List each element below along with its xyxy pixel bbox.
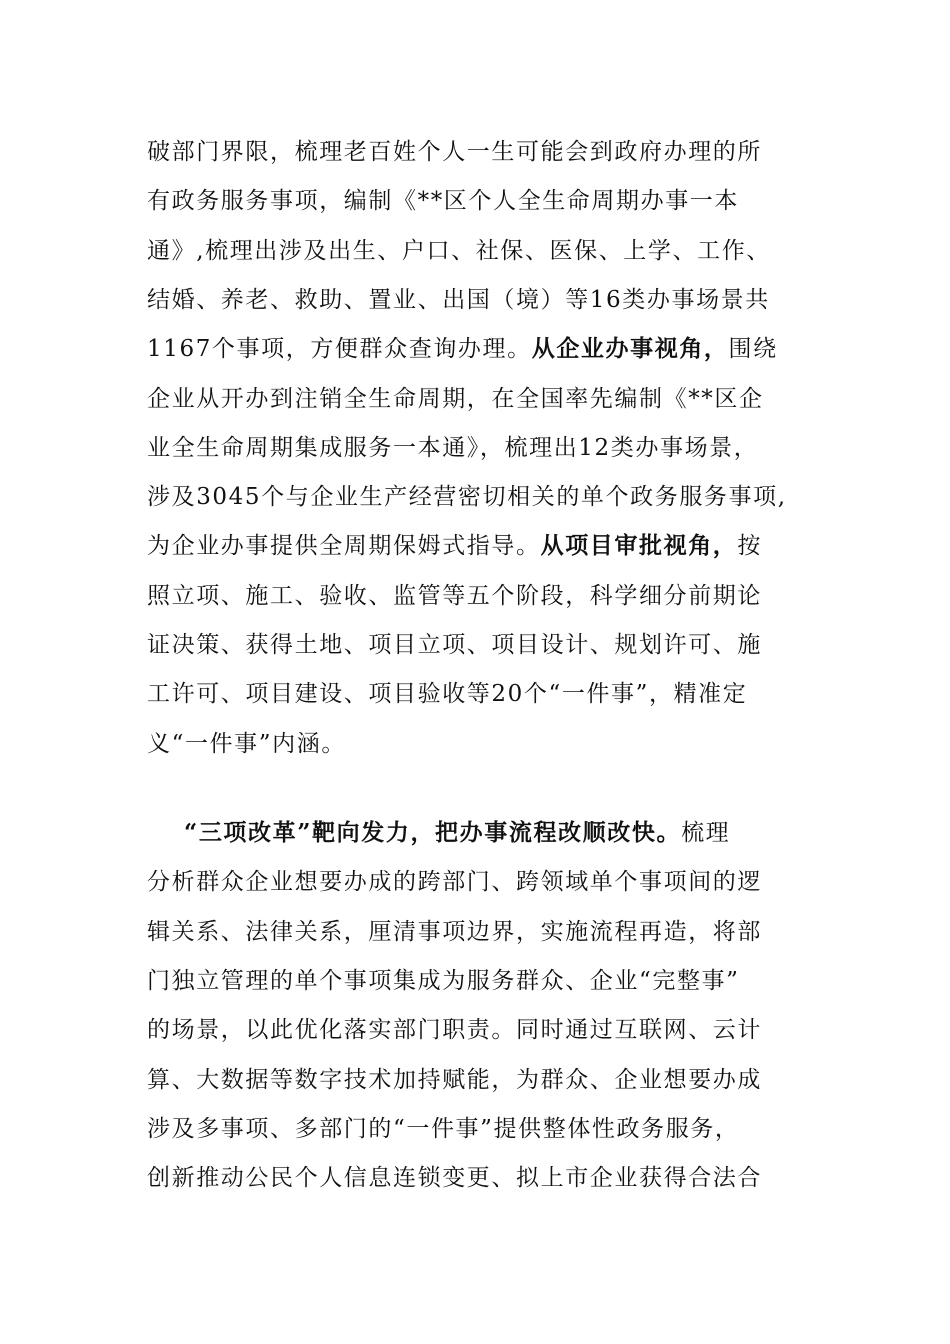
bold-text-segment: 从企业办事视角， bbox=[531, 335, 729, 362]
text-segment: 通》,梳理出涉及出生、户口、社保、医保、上学、工作、 bbox=[147, 238, 771, 264]
text-segment: 辑关系、法律关系，厘清事项边界，实施流程再造，将部 bbox=[147, 919, 762, 945]
text-line bbox=[147, 137, 762, 167]
text-line bbox=[147, 966, 740, 996]
text-segment: 有政务服务事项，编制《**区个人全生命周期办事一本 bbox=[147, 188, 739, 214]
bold-text-segment: “三项改革”靶向发力，把办事流程改顺改快。 bbox=[184, 819, 682, 846]
text-line bbox=[147, 531, 762, 561]
text-segment: 的场景，以此优化落实部门职责。同时通过互联网、云计 bbox=[147, 1017, 762, 1043]
text-line bbox=[147, 729, 346, 759]
text-segment: 结婚、养老、救助、置业、出国（境）等16类办事场景共 bbox=[147, 287, 770, 313]
text-segment: 围绕 bbox=[728, 336, 778, 362]
text-segment: 证决策、获得土地、项目立项、项目设计、规划许可、施 bbox=[147, 632, 762, 658]
text-segment: 业全生命周期集成服务一本通》，梳理出12类办事场景， bbox=[147, 435, 759, 461]
text-line bbox=[147, 482, 787, 512]
text-line bbox=[147, 679, 747, 709]
text-segment: 分析群众企业想要办成的跨部门、跨领域单个事项间的逻 bbox=[147, 869, 762, 895]
text-segment: 按 bbox=[737, 533, 763, 559]
text-segment: 涉及多事项、多部门的“一件事”提供整体性政务服务， bbox=[147, 1116, 740, 1142]
text-line bbox=[184, 818, 730, 848]
text-segment: 创新推动公民个人信息连锁变更、拟上市企业获得合法合 bbox=[147, 1165, 762, 1191]
text-line bbox=[147, 285, 770, 315]
text-line bbox=[147, 1163, 762, 1193]
text-segment: 涉及3045个与企业生产经营密切相关的单个政务服务事项, bbox=[147, 484, 787, 510]
text-line bbox=[147, 630, 762, 660]
text-line bbox=[147, 581, 762, 611]
text-line bbox=[147, 334, 778, 364]
text-line bbox=[147, 917, 762, 947]
text-segment: 门独立管理的单个事项集成为服务群众、企业“完整事” bbox=[147, 968, 740, 994]
text-line bbox=[147, 867, 762, 897]
text-line bbox=[147, 1015, 762, 1045]
text-line bbox=[147, 186, 739, 216]
text-segment: 1167个事项，方便群众查询办理。 bbox=[147, 336, 532, 362]
text-line bbox=[147, 433, 758, 463]
text-segment: 工许可、项目建设、项目验收等20个“一件事”，精准定 bbox=[147, 681, 748, 707]
text-segment: 企业从开办到注销全生命周期，在全国率先编制《**区企 bbox=[147, 386, 764, 412]
text-line bbox=[147, 384, 764, 414]
text-line bbox=[147, 236, 771, 266]
text-segment: 为企业办事提供全周期保姆式指导。 bbox=[147, 533, 541, 559]
text-segment: 梳理 bbox=[681, 820, 731, 846]
text-segment: 照立项、施工、验收、监管等五个阶段，科学细分前期论 bbox=[147, 583, 762, 609]
text-line bbox=[147, 1065, 762, 1095]
text-segment: 算、大数据等数字技术加持赋能，为群众、企业想要办成 bbox=[147, 1067, 762, 1093]
text-line bbox=[147, 1114, 740, 1144]
bold-text-segment: 从项目审批视角， bbox=[540, 532, 738, 559]
text-segment: 义“一件事”内涵。 bbox=[147, 731, 346, 757]
text-segment: 破部门界限，梳理老百姓个人一生可能会到政府办理的所 bbox=[147, 139, 762, 165]
